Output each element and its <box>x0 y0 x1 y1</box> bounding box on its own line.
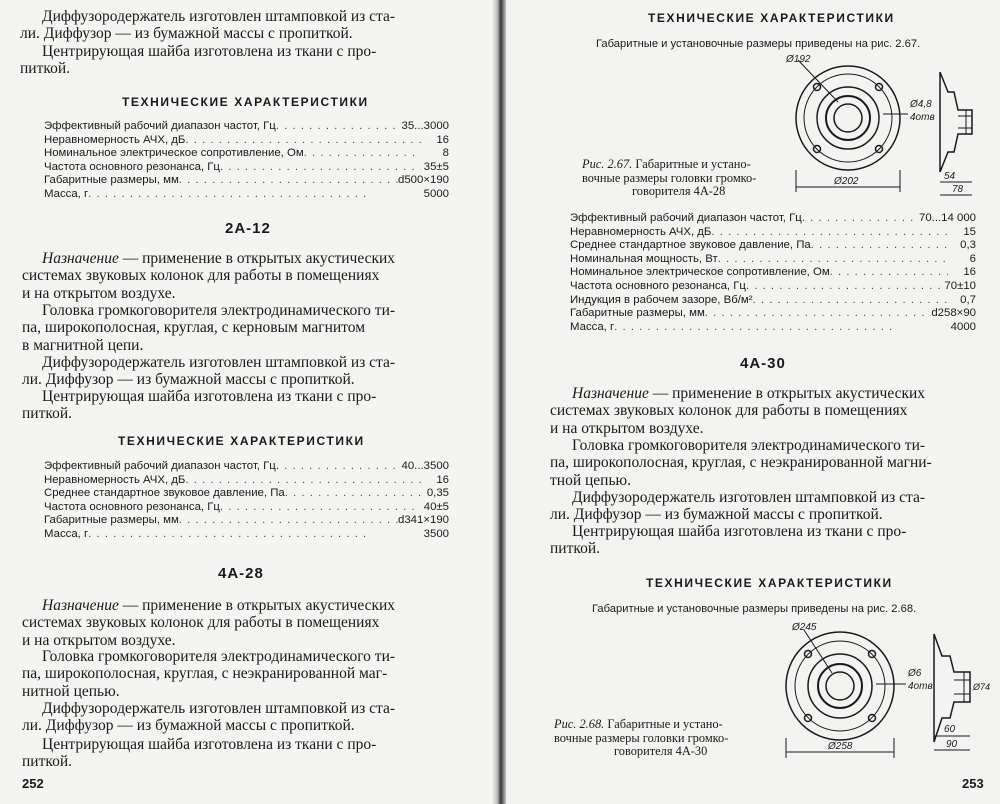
spec-row <box>570 307 976 321</box>
spec-row <box>44 134 449 148</box>
left-page <box>0 0 498 804</box>
dim-outer-label: Ø245 <box>792 622 817 633</box>
dim-holes-count-label: 4отв <box>910 112 935 123</box>
dim-small-label: Ø74 <box>973 682 991 692</box>
side-profile <box>940 72 972 172</box>
spec-row <box>570 239 976 253</box>
spec-row <box>570 280 976 294</box>
spec-label: Номинальное электрическое сопротивление, Ом <box>44 147 304 160</box>
text-line: ли. Диффузор — из бумажной массы с пропиткой. <box>20 25 353 43</box>
washer-paragraph <box>550 523 994 558</box>
text-line: Диффузородержатель изготовлен штамповкой из ста- <box>42 700 396 717</box>
spec-label: Эффективный рабочий диапазон частот, Гц <box>570 212 802 224</box>
text-line: тной цепью. <box>550 471 631 489</box>
dim-base-label: Ø258 <box>828 741 853 752</box>
spec-label: Масса, г <box>44 187 89 200</box>
dim-outer-label: Ø192 <box>786 54 811 65</box>
text-line: питкой. <box>550 540 601 558</box>
spec-label: Частота основного резонанса, Гц <box>44 160 220 173</box>
purpose-rest: — применение в открытых акустических <box>118 250 396 267</box>
text-line: Диффузородержатель изготовлен штамповкой из ста- <box>42 8 396 25</box>
dimensions-note: Габаритные и установочные размеры приведены на рис. 2.68. <box>592 603 917 615</box>
purpose-paragraph <box>22 597 468 649</box>
dim-holes-count-label: 4отв <box>908 681 933 692</box>
section-heading: ТЕХНИЧЕСКИЕ ХАРАКТЕРИСТИКИ <box>122 95 369 109</box>
spec-value: 6 <box>969 252 976 265</box>
text-line: и на открытом воздухе. <box>22 284 176 302</box>
spec-value: 70±10 <box>944 279 976 292</box>
text-line: Головка громкоговорителя электродинамического ти- <box>42 302 396 319</box>
text-line: ли. Диффузор — из бумажной массы с пропиткой. <box>22 371 355 389</box>
model-title: 4А-30 <box>740 355 786 372</box>
spec-label: Габаритные размеры, мм <box>570 307 705 320</box>
dim-hole-label: Ø4,8 <box>910 99 932 110</box>
dimensions-note: Габаритные и установочные размеры приведены на рис. 2.67. <box>596 38 921 50</box>
spec-row <box>44 120 449 134</box>
text-line <box>22 597 468 614</box>
page-number: 253 <box>962 776 984 791</box>
spec-row <box>44 460 449 474</box>
spec-row <box>44 514 449 528</box>
description-paragraph <box>550 437 994 489</box>
purpose-term: Назначение <box>42 597 119 614</box>
spec-value: 16 <box>436 133 449 146</box>
spec-label: Номинальное электрическое сопротивление, Ом <box>570 266 830 279</box>
text-line: ли. Диффузор — из бумажной массы с пропиткой. <box>22 717 355 735</box>
magnet-ring <box>826 96 870 140</box>
figure-2-67-drawing <box>768 52 988 202</box>
spec-row <box>570 253 976 267</box>
text-line: па, широкополосная, круглая, с неэкранированной маг- <box>22 665 388 683</box>
spec-row <box>570 226 976 240</box>
spec-row <box>44 174 449 188</box>
purpose-term: Назначение <box>42 250 119 267</box>
text-line: в магнитной цепи. <box>22 336 144 354</box>
caption-text: Габаритные и устано- <box>607 717 723 731</box>
spec-value: 0,7 <box>960 293 976 306</box>
dim-depth-label: 54 <box>944 171 956 182</box>
spec-label: Габаритные размеры, мм <box>44 174 179 187</box>
washer-paragraph <box>22 388 468 423</box>
description-paragraph <box>22 302 468 354</box>
spec-label: Неравномерность АЧХ, дБ <box>570 225 712 238</box>
spec-label: Неравномерность АЧХ, дБ <box>44 133 186 146</box>
spec-label: Эффективный рабочий диапазон частот, Гц <box>44 460 276 472</box>
dim-hole-label: Ø6 <box>908 668 922 679</box>
model-title: 4А-28 <box>218 565 264 582</box>
purpose-paragraph <box>22 250 468 302</box>
spec-label: Частота основного резонанса, Гц <box>44 500 220 513</box>
caption-line <box>582 158 756 172</box>
model-title: 2А-12 <box>225 220 271 237</box>
spec-value: 5000 <box>423 187 449 200</box>
dim-depth-label: 60 <box>944 724 956 735</box>
spec-label: Неравномерность АЧХ, дБ <box>44 473 186 486</box>
text-line: и на открытом воздухе. <box>22 631 176 649</box>
spec-value: 0,3 <box>960 239 976 252</box>
text-line: Головка громкоговорителя электродинамического ти- <box>42 648 396 665</box>
spec-value: 40±5 <box>423 500 449 513</box>
text-line: питкой. <box>20 60 71 78</box>
figure-caption <box>554 718 728 759</box>
spec-row <box>44 188 449 202</box>
spec-value: 8 <box>442 147 449 160</box>
spec-value: 35±5 <box>423 160 449 173</box>
text-line <box>550 385 994 402</box>
spec-row <box>44 487 449 501</box>
magnet-ring <box>818 664 862 708</box>
spec-row <box>44 147 449 161</box>
caption-line <box>554 718 728 732</box>
spec-table <box>44 460 449 542</box>
spec-row <box>44 474 449 488</box>
purpose-paragraph <box>550 385 994 437</box>
spec-table <box>570 212 976 334</box>
text-line: Диффузородержатель изготовлен штамповкой из ста- <box>572 489 926 506</box>
caption-number: Рис. 2.68. <box>554 717 605 731</box>
spec-value: 4000 <box>950 320 976 333</box>
spec-value: d341×190 <box>398 514 449 527</box>
spec-label: Масса, г <box>570 320 615 333</box>
spec-label: Номинальная мощность, Вт <box>570 252 718 265</box>
figure-caption <box>582 158 756 199</box>
caption-line: говорителя 4А-30 <box>614 744 708 759</box>
text-line: системах звуковых колонок для работы в помещениях <box>22 614 380 632</box>
text-line: па, широкополосная, круглая, с неэкранированной магни- <box>550 454 932 472</box>
outer-rim <box>786 632 894 740</box>
diffuser-paragraph <box>550 489 994 524</box>
spec-label: Среднее стандартное звуковое давление, Па <box>570 239 811 252</box>
washer-paragraph <box>22 736 468 771</box>
spec-table <box>44 120 449 202</box>
text-line: питкой. <box>22 753 73 771</box>
spec-label: Масса, г <box>44 527 89 540</box>
spec-value: 16 <box>963 266 976 279</box>
diffuser-paragraph <box>22 700 468 735</box>
spec-label: Габаритные размеры, мм <box>44 514 179 527</box>
leader-line <box>798 60 838 102</box>
text-line: Центрирующая шайба изготовлена из ткани с про- <box>42 736 377 753</box>
spec-row <box>44 528 449 542</box>
dust-cap <box>826 672 854 700</box>
text-line: питкой. <box>22 405 73 423</box>
spec-row <box>44 501 449 515</box>
dim-total-label: 90 <box>946 739 958 750</box>
text-line: системах звуковых колонок для работы в помещениях <box>22 267 380 285</box>
figure-2-68-drawing <box>764 618 994 770</box>
section-heading: ТЕХНИЧЕСКИЕ ХАРАКТЕРИСТИКИ <box>118 434 365 448</box>
dim-base-label: Ø202 <box>834 176 859 187</box>
text-line: нитной цепью. <box>22 682 120 700</box>
text-line: ли. Диффузор — из бумажной массы с пропиткой. <box>550 506 883 524</box>
spec-row <box>44 161 449 175</box>
spec-value: d258×90 <box>931 307 976 320</box>
text-line: системах звуковых колонок для работы в помещениях <box>550 402 908 420</box>
outer-rim <box>796 66 900 170</box>
diffuser-paragraph <box>22 354 468 389</box>
text-line: и на открытом воздухе. <box>550 419 704 437</box>
spec-row <box>570 212 976 226</box>
purpose-term: Назначение <box>572 385 649 402</box>
purpose-rest: — применение в открытых акустических <box>118 597 396 614</box>
spec-label: Частота основного резонанса, Гц <box>570 279 746 292</box>
text-line: Головка громкоговорителя электродинамического ти- <box>572 437 926 454</box>
text-line: Центрирующая шайба изготовлена из ткани с про- <box>42 388 377 405</box>
spec-label: Среднее стандартное звуковое давление, Па <box>44 487 285 500</box>
caption-text: Габаритные и устано- <box>635 157 751 171</box>
caption-line: говорителя 4А-28 <box>632 184 726 199</box>
page-number: 252 <box>22 776 44 791</box>
section-heading: ТЕХНИЧЕСКИЕ ХАРАКТЕРИСТИКИ <box>648 11 895 25</box>
spec-value: 40...3500 <box>401 460 449 472</box>
dust-cap <box>834 104 862 132</box>
text-line: па, широкополосная, круглая, с керновым магнитом <box>22 319 366 337</box>
spec-value: 3500 <box>423 527 449 540</box>
caption-number: Рис. 2.67. <box>582 157 633 171</box>
spec-row <box>570 321 976 335</box>
text-line: Диффузородержатель изготовлен штамповкой из ста- <box>42 354 396 371</box>
dim-total-label: 78 <box>952 184 964 195</box>
spec-value: 16 <box>436 473 449 486</box>
text-line: Центрирующая шайба изготовлена из ткани с про- <box>42 42 377 60</box>
right-page <box>506 0 1000 804</box>
section-heading: ТЕХНИЧЕСКИЕ ХАРАКТЕРИСТИКИ <box>646 576 893 590</box>
spec-label: Индукция в рабочем зазоре, Вб/м² <box>570 293 753 306</box>
text-line <box>22 250 468 267</box>
spec-row <box>570 294 976 308</box>
text-line: Центрирующая шайба изготовлена из ткани с про- <box>572 523 907 540</box>
caption-line: вочные размеры головки громко- <box>582 170 757 185</box>
spec-row <box>570 266 976 280</box>
spec-label: Эффективный рабочий диапазон частот, Гц <box>44 120 276 132</box>
caption-line: вочные размеры головки громко- <box>554 730 729 745</box>
intro-paragraph <box>20 8 472 78</box>
spec-value: 70...14 000 <box>918 212 976 224</box>
purpose-rest: — применение в открытых акустических <box>648 385 926 402</box>
description-paragraph <box>22 648 468 700</box>
spec-value: 35...3000 <box>401 120 449 132</box>
spec-value: 15 <box>963 225 976 238</box>
spec-value: d500×190 <box>398 174 449 187</box>
spec-value: 0,35 <box>426 487 449 500</box>
